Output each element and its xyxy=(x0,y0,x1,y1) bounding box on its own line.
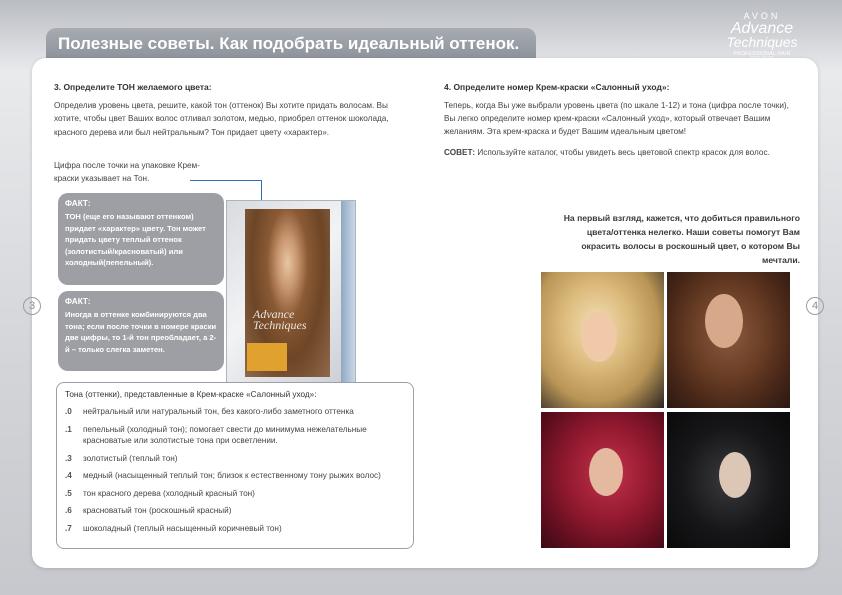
tone-text: нейтральный или натуральный тон, без какого-либо заметного оттенка xyxy=(83,407,354,416)
tone-code: .7 xyxy=(65,523,72,533)
fact-box-1 xyxy=(58,193,224,285)
step4-heading: 4. Определите номер Крем-краски «Салонный уход»: xyxy=(444,82,670,92)
tone-text: красноватый тон (роскошный красный) xyxy=(83,506,232,515)
tone-item xyxy=(65,453,405,465)
box-label-line1: Advance xyxy=(253,307,295,321)
box-label-line2: Techniques xyxy=(253,318,307,332)
tone-code: .5 xyxy=(65,488,72,498)
tone-code: .0 xyxy=(65,407,72,416)
logo-line1: Advance xyxy=(730,20,794,37)
tone-item xyxy=(65,488,405,500)
step3-paragraph: Определив уровень цвета, решите, какой тон (оттенок) Вы хотите придать волосам. Вы хотите, чтобы цвет Ваших волос отливал золотом, медью, приобрел оттенок шоколада, красного дерева или был нейтральным? Тон придает цвету «характер». xyxy=(54,101,389,137)
tone-item xyxy=(65,523,405,535)
product-box-image xyxy=(226,200,356,386)
tone-item xyxy=(65,406,405,418)
photo-face xyxy=(581,312,617,362)
photo-red-hair xyxy=(541,412,664,548)
tones-title: Тона (оттенки), представленные в Крем-краске «Салонный уход»: xyxy=(65,390,317,399)
advice-text: Используйте каталог, чтобы увидеть весь цветовой спектр красок для волос. xyxy=(477,148,770,157)
fact2-text: Иногда в оттенке комбинируются два тона; если после точки в номере краски две цифры, то 1-й тон преобладает, а 2-й – только слегка заметен. xyxy=(65,310,217,354)
tone-text: пепельный (холодный тон); помогает свести до минимума нежелательные красноватые или золотистые тона при осветлении. xyxy=(83,424,367,445)
tone-text: золотистый (теплый тон) xyxy=(83,453,178,463)
fact1-title: ФАКТ: xyxy=(65,199,91,208)
photo-face xyxy=(589,448,623,496)
step3-heading: 3. Определите ТОН желаемого цвета: xyxy=(54,82,212,92)
callout-leader xyxy=(190,180,262,181)
box-color-swatch xyxy=(247,343,287,371)
logo-sub: PROFESSIONAL HAIR xyxy=(733,51,791,57)
fact-box-2 xyxy=(58,291,224,371)
advice xyxy=(444,146,794,159)
tone-text: медный (насыщенный теплый тон; близок к естественному тону рыжих волос) xyxy=(83,471,381,480)
photo-black-bob xyxy=(667,412,790,548)
advice-label: СОВЕТ: xyxy=(444,148,476,157)
tone-text: тон красного дерева (холодный красный тон) xyxy=(83,488,255,498)
logo-brand: AVON xyxy=(743,11,781,21)
photo-brunette xyxy=(667,272,790,408)
tone-item xyxy=(65,470,405,482)
page-number-left: 3 xyxy=(23,297,41,315)
tones-list-box xyxy=(56,382,414,549)
brand-logo xyxy=(722,12,802,62)
page-title: Полезные советы. Как подобрать идеальный оттенок. xyxy=(46,28,536,60)
tone-code: .4 xyxy=(65,471,72,480)
photo-face xyxy=(705,294,743,348)
tone-code: .6 xyxy=(65,506,72,515)
tone-code: .1 xyxy=(65,424,72,434)
tone-item xyxy=(65,424,405,447)
tagline: На первый взгляд, кажется, что добиться правильного цвета/оттенка нелегко. Наши советы помогут Вам окрасить волосы в роскошный цвет, о котором Вы мечтали. xyxy=(563,213,800,265)
box-side xyxy=(341,201,355,385)
fact2-title: ФАКТ: xyxy=(65,297,91,306)
tone-callout: Цифра после точки на упаковке Крем-краски указывает на Тон. xyxy=(54,161,200,184)
tone-code: .3 xyxy=(65,453,72,463)
fact1-text: ТОН (еще его называют оттенком) придает «характер» цвету. Тон может придать цвету теплый оттенок (золотистый/красноватый) или холодный(пепельный). xyxy=(65,212,206,268)
tone-item xyxy=(65,505,405,517)
box-label xyxy=(253,309,307,331)
photo-blonde xyxy=(541,272,664,408)
page-number-right: 4 xyxy=(806,297,824,315)
photo-face xyxy=(719,452,751,498)
step4-paragraph: Теперь, когда Вы уже выбрали уровень цвета (по шкале 1-12) и тона (цифра после точки), Вы легко определите номер крем-краски «Салонный уход», который отвечает Вашим желаниям. Эта крем-краска и будет Вашим идеальным цветом! xyxy=(444,101,789,136)
logo-line2: Techniques xyxy=(726,34,798,50)
tone-text: шоколадный (теплый насыщенный коричневый тон) xyxy=(83,523,282,533)
